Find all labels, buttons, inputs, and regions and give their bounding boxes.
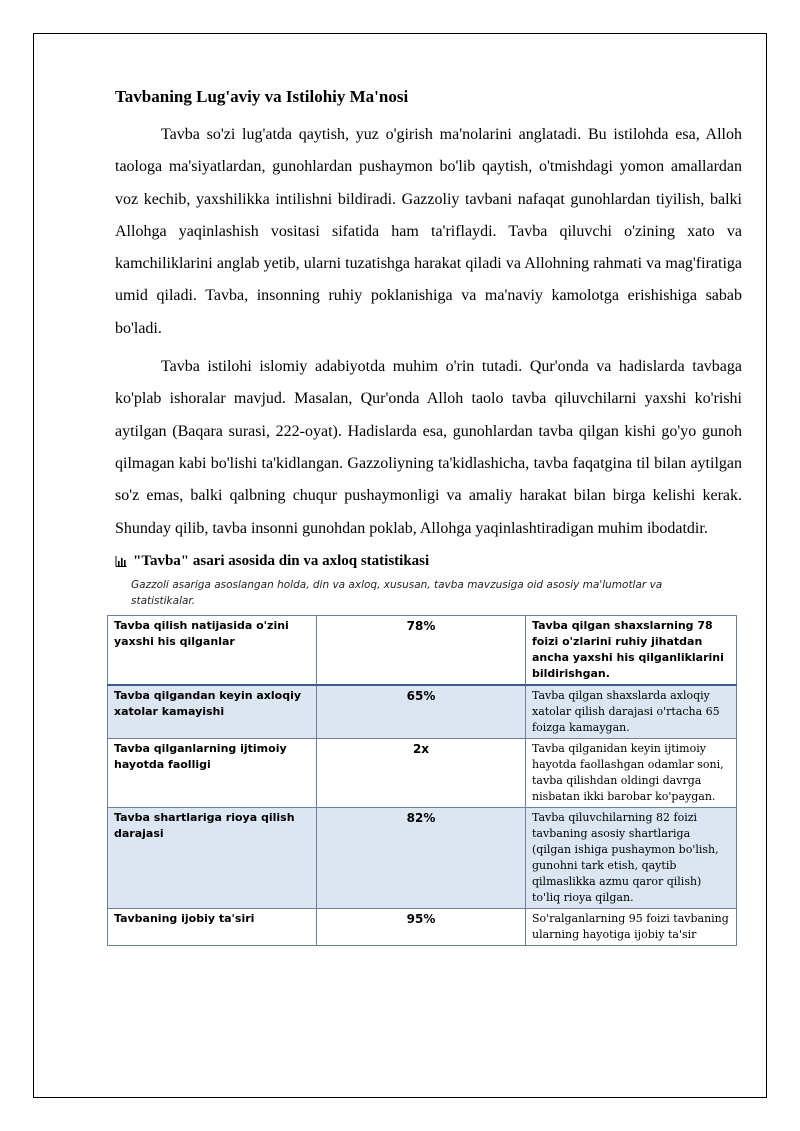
row-value: 95%	[317, 908, 526, 945]
table-row	[108, 615, 737, 685]
table-row	[108, 685, 737, 739]
table-row	[108, 908, 737, 945]
row-note: Tavba qiluvchilarning 82 foizi tavbaning asosiy shartlariga (qilgan ishiga pushaymon bo'lish, gunohni tark etish, qaytib qilmaslikka azmu qaror qilish) to'liq rioya qilgan.	[526, 807, 737, 908]
bar-chart-icon	[115, 555, 127, 567]
row-note: Tavba qilgan shaxslarda axloqiy xatolar qilish darajasi o'rtacha 65 foizga kamaygan.	[526, 685, 737, 739]
document-body	[115, 85, 742, 946]
row-label: Tavba qilish natijasida o'zini yaxshi his qilganlar	[108, 615, 317, 685]
row-note: Tavba qilgan shaxslarning 78 foizi o'zlarini ruhiy jihatdan ancha yaxshi his qilganliklarini bildirishgan.	[526, 615, 737, 685]
row-value: 82%	[317, 807, 526, 908]
row-label: Tavba qilgandan keyin axloqiy xatolar kamayishi	[108, 685, 317, 739]
row-note: Tavba qilganidan keyin ijtimoiy hayotda faollashgan odamlar soni, tavba qilishdan oldingi davrga nisbatan ikki barobar ko'paygan.	[526, 738, 737, 807]
row-note: So'ralganlarning 95 foizi tavbaning ularning hayotiga ijobiy ta'sir	[526, 908, 737, 945]
table-row	[108, 807, 737, 908]
stats-subtitle: Gazzoli asariga asoslangan holda, din va axloq, xususan, tavba mavzusiga oid asosiy ma'lumotlar va statistikalar.	[131, 578, 663, 607]
stats-title: "Tavba" asari asosida din va axloq statistikasi	[133, 552, 430, 569]
row-value: 78%	[317, 615, 526, 685]
row-label: Tavbaning ijobiy ta'siri	[108, 908, 317, 945]
row-value: 65%	[317, 685, 526, 739]
table-row	[108, 738, 737, 807]
section-heading: Tavbaning Lug'aviy va Istilohiy Ma'nosi	[115, 87, 409, 106]
row-value: 2x	[317, 738, 526, 807]
stats-table	[107, 615, 737, 946]
paragraph-1: Tavba so'zi lug'atda qaytish, yuz o'girish ma'nolarini anglatadi. Bu istilohda esa, Alloh taologa ma'siyatlardan, gunohlardan pushaymon bo'lib qaytish, o'tmishdagi yomon amallardan voz kechib, yaxshilikka intilishni bildiradi. Gazzoliy tavbani nafaqat gunohlardan tiyilish, balki Allohga yaqinlashish vositasi sifatida ham ta'riflaydi. Tavba qiluvchi o'zining xato va kamchiliklarini anglab yetib, ularni tuzatishga harakat qiladi va Allohning rahmati va mag'firatiga umid qiladi. Tavba, insonning ruhiy poklanishiga va ma'naviy kamolotga erishishiga sabab bo'ladi.	[115, 126, 742, 337]
stats-heading	[115, 551, 742, 571]
paragraph-2: Tavba istilohi islomiy adabiyotda muhim o'rin tutadi. Qur'onda va hadislarda tavbaga ko'plab ishoralar mavjud. Masalan, Qur'onda Alloh taolo tavba qiluvchilarni yaxshi ko'rishi aytilgan (Baqara surasi, 222-oyat). Hadislarda esa, gunohlardan tavba qilgan kishi go'yo gunoh qilmagan kabi bo'lishi ta'kidlangan. Gazzoliyning ta'kidlashicha, tavba faqatgina til bilan aytilgan so'z emas, balki qalbning chuqur pushaymonligi va amaliy harakat bilan birga kelishi kerak. Shunday qilib, tavba insonni gunohdan poklab, Allohga yaqinlashtiradigan muhim ibodatdir.	[115, 358, 742, 537]
row-label: Tavba qilganlarning ijtimoiy hayotda faolligi	[108, 738, 317, 807]
row-label: Tavba shartlariga rioya qilish darajasi	[108, 807, 317, 908]
